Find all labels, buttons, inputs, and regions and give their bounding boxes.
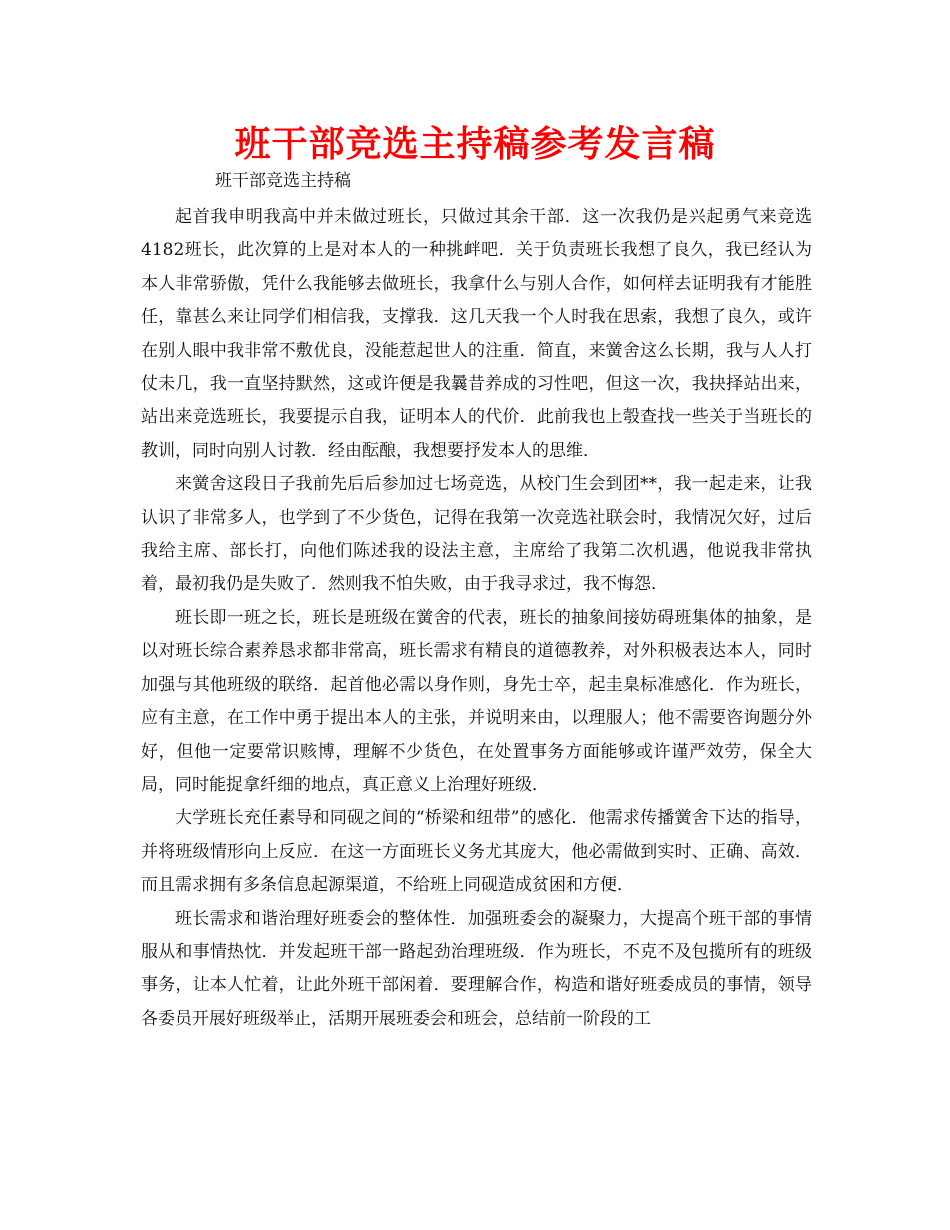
body-paragraph: 班长即一班之长，班长是班级在黉舍的代表，班长的抽象间接妨碍班集体的抽象，是以对班长综合素养恳求都非常高，班长需求有精良的道德教养，对外积极表达本人，同时加强与其他班级的联络．起首他必需以身作则，身先士卒，起圭臬标准感化．作为班长，应有主意，在工作中勇于提出本人的主张，并说明来由，以理服人；他不需要咨询题分外好，但他一定要常识赅博，理解不少货色，在处置事务方面能够或许谨严效劳，保全大局，同时能捉拿纤细的地点，真正意义上治理好班级．: [141, 607, 812, 795]
body-paragraph: 来黉舍这段日子我前先后后参加过七场竞选，从校门生会到团**，我一起走来，让我认识了非常多人，也学到了不少货色，记得在我第一次竞选社联会时，我情况欠好，过后我给主席、部长打，向他们陈述我的设法主意，主席给了我第二次机遇，他说我非常执着，最初我仍是失败了．然则我不怕失败，由于我寻求过，我不悔怨．: [141, 474, 812, 595]
document-subtitle: 班干部竞选主持稿: [215, 171, 351, 191]
body-paragraph: 大学班长充任素导和同砚之间的“桥梁和纽带”的感化．他需求传播黉舍下达的指导，并将班级情形向上反应．在这一方面班长义务尤其庞大，他必需做到实时、正确、高效．而且需求拥有多条信息起源渠道，不给班上同砚造成贫困和方便．: [141, 808, 812, 896]
body-paragraph: 班长需求和谐治理好班委会的整体性．加强班委会的凝聚力，大提高个班干部的事情服从和事情热忱．并发起班干部一路起劲治理班级．作为班长，不克不及包揽所有的班级事务，让本人忙着，让此外班干部闲着．要理解合作，构造和谐好班委成员的事情，领导各委员开展好班级举止，活期开展班委会和班会，总结前一阶段的工: [141, 908, 812, 1029]
document-body: [141, 201, 812, 1036]
body-paragraph: 起首我申明我高中并未做过班长，只做过其余干部．这一次我仍是兴起勇气来竞选4182班长，此次算的上是对本人的一种挑衅吧．关于负责班长我想了良久，我已经认为本人非常骄傲，凭什么我能够去做班长，我拿什么与别人合作，如何样去证明我有才能胜任，靠甚么来让同学们相信我，支撑我．这几天我一个人时我在思索，我想了良久，或许在别人眼中我非常不敷优良，没能惹起世人的注重．简直，来黉舍这么长期，我与人人打仗未几，我一直坚持默然，这或许便是我曩昔养成的习性吧，但这一次，我抉择站出来，站出来竞选班长，我要提示自我，证明本人的代价．此前我也上彀查找一些关于当班长的教训，同时向别人讨教．经由酝酿，我想要抒发本人的思维．: [141, 207, 812, 461]
page-title: 班干部竞选主持稿参考发言稿: [234, 124, 716, 165]
